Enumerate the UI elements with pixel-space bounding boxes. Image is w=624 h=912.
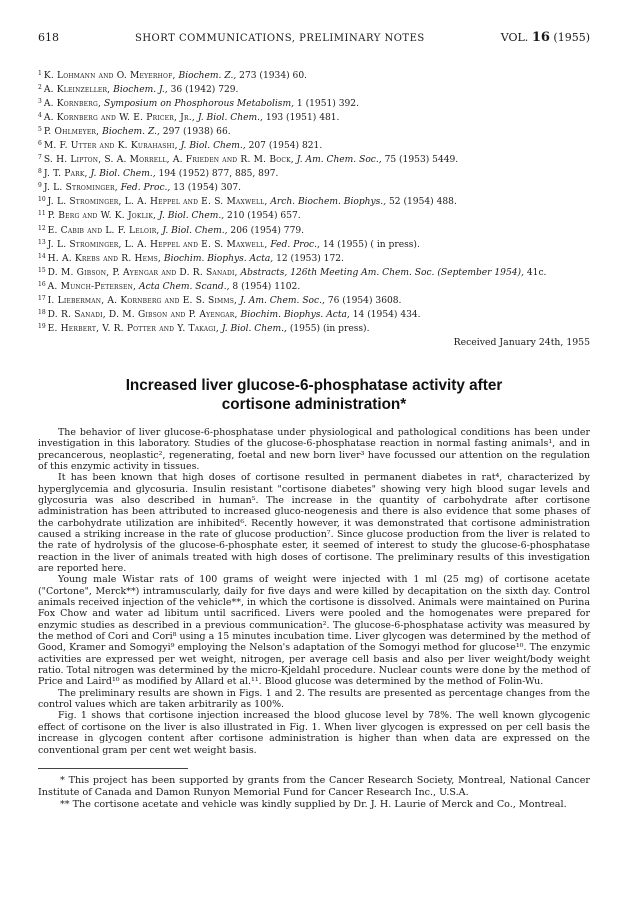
reference-number: 17 [38, 294, 46, 302]
reference-number: 15 [38, 266, 46, 274]
reference-details: 41c. [526, 267, 547, 278]
reference-item [38, 208, 590, 222]
reference-source: Biochem. Z., [178, 71, 237, 81]
reference-number: 6 [38, 140, 42, 148]
reference-source: J. Biol. Chem., [90, 169, 156, 180]
reference-number: 3 [38, 98, 42, 106]
reference-authors: A. Kleinzeller, [43, 85, 111, 96]
reference-authors: K. Lohmann and O. Meyerhof, [43, 71, 176, 81]
article-body [38, 427, 590, 756]
reference-source: Biochim. Biophys. Acta, [240, 309, 350, 320]
reference-item [38, 82, 590, 96]
reference-details: 207 (1954) 821. [248, 141, 323, 152]
reference-number: 2 [38, 84, 42, 92]
reference-authors: E. Herbert, V. R. Potter and Y. Takagi, [47, 323, 219, 334]
footnote-rule [38, 768, 188, 769]
reference-source: Fed. Proc., [270, 239, 320, 250]
article-title-line: cortisone administration* [221, 395, 407, 413]
volume-number: 16 [531, 30, 550, 45]
reference-source: Biochem. Z., [102, 127, 160, 138]
reference-item [38, 223, 590, 237]
journal-page [38, 30, 590, 811]
reference-item [38, 152, 590, 166]
reference-number: 14 [38, 252, 46, 260]
reference-details: 273 (1934) 60. [239, 71, 308, 81]
reference-details: (1955) (in press). [289, 323, 370, 334]
reference-details: 12 (1953) 172. [276, 253, 344, 264]
reference-authors: P. Ohlmeyer, [43, 127, 100, 138]
reference-item [38, 96, 590, 110]
reference-number: 19 [38, 322, 46, 330]
reference-item [38, 180, 590, 194]
reference-number: 16 [38, 280, 46, 288]
reference-source: J. Biol. Chem., [159, 211, 225, 222]
body-paragraph: It has been known that high doses of cortisone resulted in permanent diabetes in rat⁴, characterized by hyperglycemia and glycosuria. Insulin resistant "cortisone diabetes" showing very high blood sugar levels and glycosuria was also described in human⁵. The increase in the quantity of carbohydrate after cortisone administration has been attributed to increased gluco-neogenesis and there is also evidence that some phases of the carbohydrate utilization are inhibited⁶. Recently however, it was demonstrated that cortisone administration caused a striking increase in the rate of glucose production⁷. Since glucose production from the liver is related to the rate of hydrolysis of the glucose-6-phosphate ester, it seemed of interest to study the glucose-6-phosphatase reaction in the liver of animals treated with high doses of cortisone. The preliminary results of this investigation are reported here. [38, 472, 590, 575]
body-paragraph: Fig. 1 shows that cortisone injection increased the blood glucose level by 78%. The well known glycogenic effect of cortisone on the liver is also illustrated in Fig. 1. When liver glycogen is expressed on per cell basis the increase in glycogen content after cortisone administration is higher than when data are expressed on the conventional gram per cent wet weight basis. [38, 710, 590, 756]
reference-details: 13 (1954) 307. [173, 183, 242, 194]
reference-number: 13 [38, 238, 46, 246]
reference-authors: I. Lieberman, A. Kornberg and E. S. Simms, [47, 295, 238, 306]
reference-authors: J. L. Strominger, L. A. Heppel and E. S. Maxwell, [47, 239, 268, 250]
reference-source: Biochim. Biophys. Acta, [163, 253, 274, 264]
reference-details: 75 (1953) 5449. [384, 155, 459, 166]
reference-details: 1 (1951) 392. [296, 99, 359, 110]
volume-info: VOL. 16 (1955) [500, 30, 590, 45]
reference-authors: A. Kornberg and W. E. Pricer, Jr., [43, 113, 195, 124]
reference-item [38, 321, 590, 335]
article-title-line: Increased liver glucose-6-phosphatase activity after [125, 376, 503, 394]
reference-authors: E. Cabib and L. F. Leloir, [47, 225, 160, 236]
reference-item [38, 110, 590, 124]
body-paragraph: The behavior of liver glucose-6-phosphatase under physiological and pathological conditions has been under investigation in this laboratory. Studies of the glucose-6-phosphatase reaction in normal fasting animals¹, and in precancerous, neoplastic², regenerating, foetal and new born liver³ have focussed our attention on the regulation of this enzymic activity in tissues. [38, 426, 590, 472]
reference-authors: S. H. Lipton, S. A. Morrell, A. Frieden and R. M. Bock, [43, 155, 294, 166]
reference-authors: A. Munch-Petersen, [47, 281, 137, 292]
footnotes [38, 775, 590, 811]
reference-item [38, 138, 590, 152]
reference-details: 297 (1938) 66. [162, 127, 231, 138]
reference-details: 194 (1952) 877, 885, 897. [158, 169, 279, 180]
reference-list [38, 68, 590, 335]
reference-item [38, 166, 590, 180]
reference-details: 52 (1954) 488. [389, 197, 457, 208]
reference-item [38, 293, 590, 307]
reference-details: 8 (1954) 1102. [232, 281, 301, 292]
reference-details: 193 (1951) 481. [265, 113, 340, 124]
reference-source: J. Biol. Chem., [197, 113, 263, 124]
reference-item [38, 307, 590, 321]
reference-details: 210 (1954) 657. [227, 211, 301, 222]
reference-authors: J. T. Park, [43, 169, 88, 180]
reference-source: Acta Chem. Scand., [139, 281, 230, 292]
reference-details: 14 (1954) 434. [352, 309, 421, 320]
reference-item [38, 237, 590, 251]
reference-details: 36 (1942) 729. [170, 85, 239, 96]
footnote: * This project has been supported by grants from the Cancer Research Society, Montreal, National Cancer Institute of Canada and Damon Runyon Memorial Fund for Cancer Research Inc., U.S.A. [38, 774, 590, 798]
reference-source: Symposium on Phosphorous Metabolism, [103, 99, 294, 110]
reference-number: 1 [38, 70, 42, 77]
reference-number: 9 [38, 182, 42, 190]
reference-number: 4 [38, 112, 42, 120]
reference-authors: M. F. Utter and K. Kurahashi, [43, 141, 178, 152]
reference-source: Fed. Proc., [120, 183, 171, 194]
reference-number: 7 [38, 154, 42, 162]
reference-number: 10 [38, 196, 46, 204]
reference-number: 8 [38, 168, 42, 176]
reference-source: J. Biol. Chem., [180, 141, 246, 152]
reference-authors: D. R. Sanadi, D. M. Gibson and P. Ayengar, [47, 309, 238, 320]
reference-source: J. Am. Chem. Soc., [296, 155, 382, 166]
reference-authors: P. Berg and W. K. Joklik, [47, 211, 157, 222]
reference-source: J. Am. Chem. Soc., [240, 295, 325, 306]
reference-item [38, 194, 590, 208]
body-paragraph: The preliminary results are shown in Figs. 1 and 2. The results are presented as percentage changes from the control values which are taken arbitrarily as 100%. [38, 687, 590, 711]
page-header [38, 30, 590, 46]
reference-source: Abstracts, 126th Meeting Am. Chem. Soc. (September 1954), [240, 267, 524, 278]
reference-item [38, 265, 590, 279]
reference-authors: J. L. Strominger, [43, 183, 118, 194]
running-title: SHORT COMMUNICATIONS, PRELIMINARY NOTES [134, 33, 425, 44]
reference-number: 18 [38, 308, 46, 316]
reference-details: 14 (1955) ( in press). [322, 239, 420, 250]
article-title [38, 376, 590, 414]
reference-source: J. Biol. Chem., [221, 323, 287, 334]
footnote: ** The cortisone acetate and vehicle was kindly supplied by Dr. J. H. Laurie of Merck and Co., Montreal. [60, 798, 567, 810]
reference-details: 206 (1954) 779. [230, 225, 305, 236]
reference-number: 5 [38, 126, 42, 134]
reference-authors: H. A. Krebs and R. Hems, [47, 253, 161, 264]
reference-source: Arch. Biochem. Biophys., [270, 197, 387, 208]
reference-number: 12 [38, 224, 46, 232]
reference-item [38, 124, 590, 138]
reference-authors: A. Kornberg, [43, 99, 102, 110]
reference-source: J. Biol. Chem., [162, 225, 228, 236]
reference-authors: J. L. Strominger, L. A. Heppel and E. S. Maxwell, [47, 197, 268, 208]
reference-details: 76 (1954) 3608. [327, 295, 402, 306]
reference-number: 11 [38, 210, 46, 218]
reference-item [38, 279, 590, 293]
reference-authors: D. M. Gibson, P. Ayengar and D. R. Sanadi, [47, 267, 238, 278]
reference-item [38, 251, 590, 265]
page-number: 618 [38, 31, 59, 44]
received-date: Received January 24th, 1955 [453, 336, 590, 348]
body-paragraph: Young male Wistar rats of 100 grams of weight were injected with 1 ml (25 mg) of cortisone acetate ("Cortone", Merck**) intramuscularly, daily for five days and were killed by decapitation on the sixth day. Control animals received injection of the vehicle**, in which the cortisone is dissolved. Animals were maintained on Purina Fox Chow and water ad libitum until sacrificed. Livers were pooled and the homogenates were prepared for enzymic studies as described in a previous communication². The glucose-6-phosphatase activity was measured by the method of Cori and Cori⁸ using a 15 minutes incubation time. Liver glycogen was determined by the method of Good, Kramer and Somogyi⁹ employing the Nelson's adaptation of the Somogyi method for glucose¹⁰. The enzymic activities are expressed per wet weight, nitrogen, per average cell basis and also per liver weight/body weight ratio. Total nitrogen was determined by the micro-Kjeldahl procedure. Nuclear counts were done by the method of Price and Laird¹⁰ as modified by Allard et al.¹¹. Blood glucose was determined by the method of Folin-Wu. [38, 574, 590, 688]
reference-source: Biochem. J., [113, 85, 168, 96]
reference-item [38, 68, 590, 82]
